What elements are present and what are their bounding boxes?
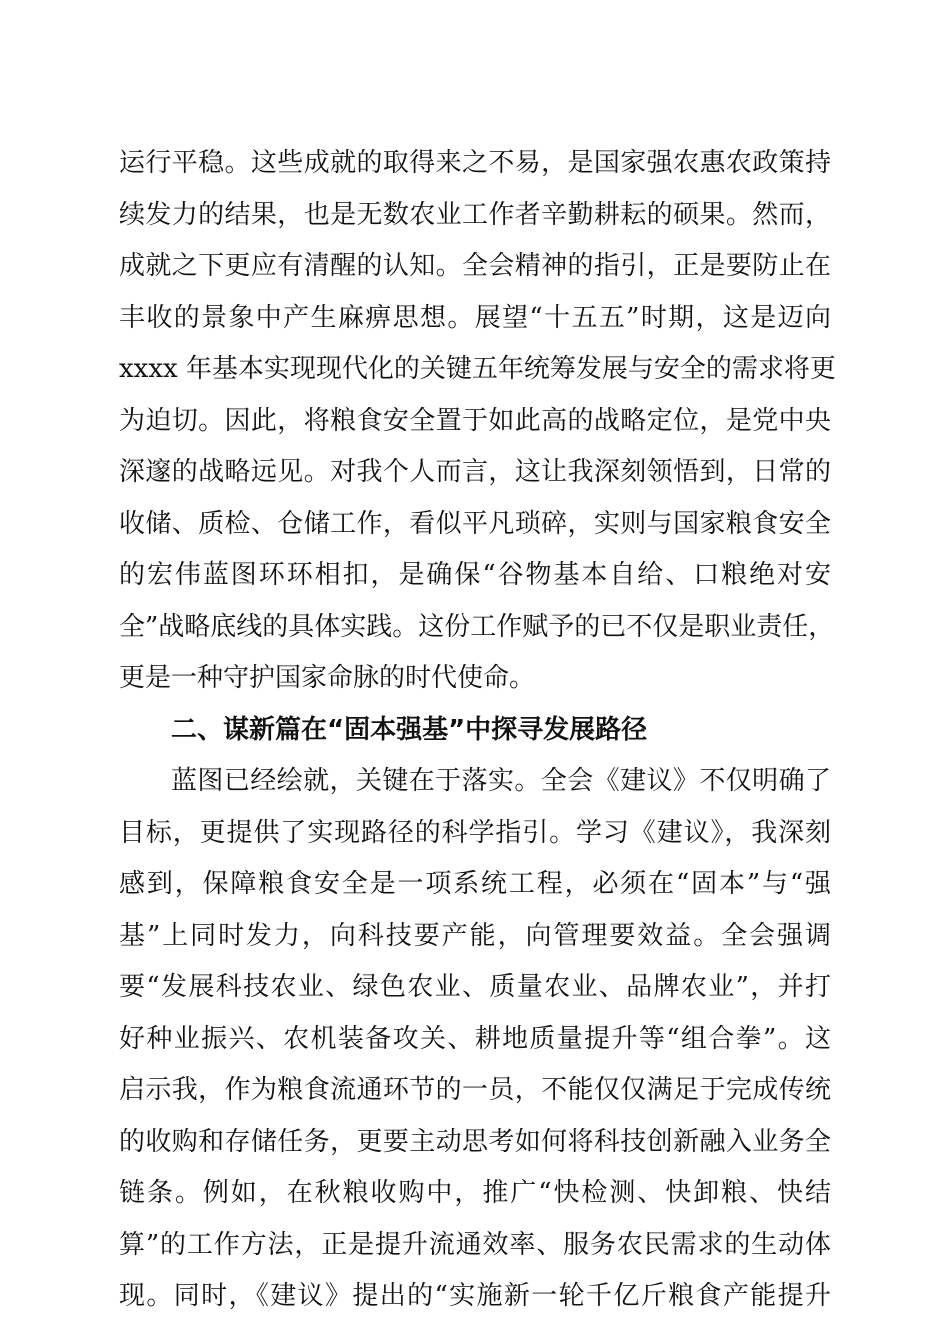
paragraph-line: 蓝图已经绘就，关键在于落实。全会《建议》不仅明确了 xyxy=(171,766,831,796)
paragraph-line: 更是一种守护国家命脉的时代使命。 xyxy=(119,663,536,693)
paragraph-line: 链条。例如，在秋粮收购中，推广“快检测、快卸粮、快结 xyxy=(119,1178,831,1208)
paragraph-line: 的宏伟蓝图环环相扣，是确保“谷物基本自给、口粮绝对安 xyxy=(119,560,831,590)
paragraph-line: 全”战略底线的具体实践。这份工作赋予的已不仅是职业责任， xyxy=(119,611,835,642)
document-body xyxy=(119,138,836,1323)
section-heading: 二、谋新篇在“固本强基”中探寻发展路径 xyxy=(171,714,648,745)
paragraph-line: 为迫切。因此，将粮食安全置于如此高的战略定位，是党中央 xyxy=(119,405,831,436)
paragraph-line: 感到，保障粮食安全是一项系统工程，必须在“固本”与“强 xyxy=(119,869,831,899)
paragraph-line: 运行平稳。这些成就的取得来之不易，是国家强农惠农政策持 xyxy=(119,148,831,178)
paragraph-line: 丰收的景象中产生麻痹思想。展望“十五五”时期，这是迈向 xyxy=(119,302,831,333)
paragraph-2 xyxy=(119,756,831,1323)
paragraph-line: 深邃的战略远见。对我个人而言，这让我深刻领悟到，日常的 xyxy=(119,457,831,487)
paragraph-line: 目标，更提供了实现路径的科学指引。学习《建议》，我深刻 xyxy=(119,817,831,848)
paragraph-line: 算”的工作方法，正是提升流通效率、服务农民需求的生动体 xyxy=(119,1229,831,1260)
paragraph-line: xxxx 年基本实现现代化的关键五年统筹发展与安全的需求将更 xyxy=(119,354,836,384)
paragraph-1 xyxy=(119,138,836,705)
paragraph-line: 成就之下更应有清醒的认知。全会精神的指引，正是要防止在 xyxy=(119,251,831,281)
paragraph-line: 现。同时，《建议》提出的“实施新一轮千亿斤粮食产能提升 xyxy=(119,1281,831,1311)
paragraph-line: 启示我，作为粮食流通环节的一员，不能仅仅满足于完成传统 xyxy=(119,1075,831,1105)
paragraph-line: 要“发展科技农业、绿色农业、质量农业、品牌农业”，并打 xyxy=(119,972,831,1002)
paragraph-line: 好种业振兴、农机装备攻关、耕地质量提升等“组合拳”。这 xyxy=(119,1023,831,1054)
paragraph-line: 的收购和存储任务，更要主动思考如何将科技创新融入业务全 xyxy=(119,1126,831,1157)
paragraph-line: 收储、质检、仓储工作，看似平凡琐碎，实则与国家粮食安全 xyxy=(119,508,831,539)
paragraph-line: 基”上同时发力，向科技要产能，向管理要效益。全会强调 xyxy=(119,920,831,951)
paragraph-line: 续发力的结果，也是无数农业工作者辛勤耕耘的硕果。然而， xyxy=(119,199,831,230)
